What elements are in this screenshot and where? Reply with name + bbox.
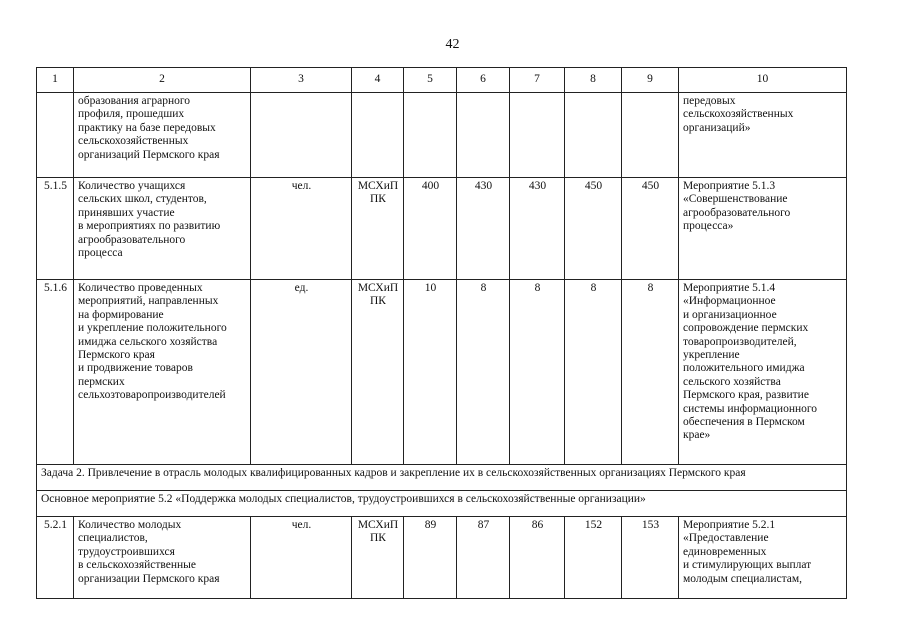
text-line: ПК	[370, 532, 386, 545]
text-line: на формирование	[78, 308, 164, 321]
text-line: МСХиП	[357, 519, 399, 531]
row-number-cell: 5.1.5	[37, 178, 74, 280]
unit-cell: чел.	[251, 517, 352, 599]
text-line: Количество проведенных	[78, 282, 203, 294]
text-line: образования аграрного	[78, 95, 191, 107]
table-header-row	[37, 68, 847, 93]
responsible-cell	[352, 178, 404, 280]
text-line: ПК	[370, 193, 386, 206]
text-line: единовременных	[683, 545, 767, 558]
value-cell: 8	[565, 280, 622, 465]
text-line: Мероприятие 5.1.3	[683, 180, 776, 192]
text-line: сельского хозяйства	[683, 375, 781, 388]
header-cell: 2	[74, 68, 251, 93]
text-line: организации Пермского края	[78, 572, 220, 585]
text-line: укрепление	[683, 349, 740, 362]
text-line: сельскохозяйственных	[683, 108, 794, 121]
header-cell: 7	[510, 68, 565, 93]
text-line: Пермского края	[78, 349, 155, 362]
value-cell: 10	[404, 280, 457, 465]
text-line: передовых	[683, 95, 736, 107]
value-cell: 430	[457, 178, 510, 280]
row-number-cell: 5.2.1	[37, 517, 74, 599]
text-line: агрообразовательного	[683, 206, 791, 219]
value-cell: 8	[510, 280, 565, 465]
value-cell: 8	[457, 280, 510, 465]
text-line: крае»	[683, 429, 711, 442]
value-cell: 8	[622, 280, 679, 465]
text-line: МСХиП	[357, 180, 399, 192]
value-cell	[565, 93, 622, 178]
text-line: Количество учащихся	[78, 180, 186, 192]
table-row	[37, 178, 847, 280]
value-cell: 86	[510, 517, 565, 599]
value-cell: 430	[510, 178, 565, 280]
header-cell: 5	[404, 68, 457, 93]
indicator-name-cell	[74, 517, 251, 599]
text-line: имиджа сельского хозяйства	[78, 335, 218, 348]
value-cell	[457, 93, 510, 178]
text-line: и стимулирующих выплат	[683, 559, 812, 572]
indicator-name-cell	[74, 280, 251, 465]
text-line: Количество молодых	[78, 519, 182, 531]
header-cell: 9	[622, 68, 679, 93]
text-line: в мероприятиях по развитию	[78, 220, 221, 233]
text-line: сельских школ, студентов,	[78, 193, 207, 206]
task-row	[37, 465, 847, 491]
unit-cell: чел.	[251, 178, 352, 280]
text-line: специалистов,	[78, 532, 148, 545]
text-line: сопровождение пермских	[683, 322, 809, 335]
main-event-heading: Основное мероприятие 5.2 «Поддержка молодых специалистов, трудоустроившихся в сельскохозяйственные организации»	[37, 491, 847, 517]
event-cell	[679, 280, 847, 465]
event-cell	[679, 517, 847, 599]
text-line: пермских	[78, 375, 125, 388]
text-line: организаций Пермского края	[78, 148, 220, 161]
text-line: и продвижение товаров	[78, 362, 193, 375]
task-heading: Задача 2. Привлечение в отрасль молодых квалифицированных кадров и закрепление их в сельскохозяйственных организациях Пермского края	[37, 465, 847, 491]
responsible-cell	[352, 517, 404, 599]
page-number: 42	[445, 37, 460, 52]
text-line: «Предоставление	[683, 532, 769, 545]
table-row	[37, 517, 847, 599]
responsible-cell	[352, 93, 404, 178]
text-line: «Информационное	[683, 295, 776, 308]
value-cell: 89	[404, 517, 457, 599]
text-line: товаропроизводителей,	[683, 335, 797, 348]
text-line: системы информационного	[683, 402, 818, 415]
text-line: организаций»	[683, 121, 751, 134]
text-line: молодым специалистам,	[683, 572, 803, 585]
indicator-name-cell	[74, 178, 251, 280]
text-line: МСХиП	[357, 282, 399, 294]
text-line: процесса	[78, 247, 123, 260]
value-cell: 400	[404, 178, 457, 280]
text-line: и организационное	[683, 308, 777, 321]
value-cell: 152	[565, 517, 622, 599]
text-line: практику на базе передовых	[78, 121, 216, 134]
text-line: и укрепление положительного	[78, 322, 227, 335]
value-cell	[404, 93, 457, 178]
text-line: Пермского края, развитие	[683, 389, 809, 402]
text-line: сельскохозяйственных	[78, 135, 189, 148]
unit-cell	[251, 93, 352, 178]
unit-cell: ед.	[251, 280, 352, 465]
text-line: положительного имиджа	[683, 362, 805, 375]
text-line: Мероприятие 5.1.4	[683, 282, 776, 294]
row-number-cell: 5.1.6	[37, 280, 74, 465]
text-line: ПК	[370, 295, 386, 308]
value-cell: 87	[457, 517, 510, 599]
table-row	[37, 93, 847, 178]
header-cell: 4	[352, 68, 404, 93]
value-cell	[622, 93, 679, 178]
text-line: «Совершенствование	[683, 193, 788, 206]
header-cell: 8	[565, 68, 622, 93]
header-cell: 6	[457, 68, 510, 93]
text-line: трудоустроившихся	[78, 545, 175, 558]
text-line: принявших участие	[78, 206, 175, 219]
text-line: обеспечения в Пермском	[683, 416, 805, 429]
text-line: профиля, прошедших	[78, 108, 185, 121]
text-line: агрообразовательного	[78, 233, 186, 246]
text-line: сельхозтоваропроизводителей	[78, 389, 226, 402]
value-cell: 450	[622, 178, 679, 280]
text-line: в сельскохозяйственные	[78, 559, 196, 572]
row-number-cell	[37, 93, 74, 178]
value-cell: 450	[565, 178, 622, 280]
text-line: мероприятий, направленных	[78, 295, 219, 308]
event-cell	[679, 178, 847, 280]
text-line: процесса»	[683, 220, 734, 233]
header-cell: 10	[679, 68, 847, 93]
header-cell: 3	[251, 68, 352, 93]
event-cell	[679, 93, 847, 178]
header-cell: 1	[37, 68, 74, 93]
indicators-table	[36, 67, 847, 599]
indicator-name-cell	[74, 93, 251, 178]
value-cell	[510, 93, 565, 178]
main-event-row	[37, 491, 847, 517]
text-line: Мероприятие 5.2.1	[683, 519, 776, 531]
table-row	[37, 280, 847, 465]
responsible-cell	[352, 280, 404, 465]
value-cell: 153	[622, 517, 679, 599]
